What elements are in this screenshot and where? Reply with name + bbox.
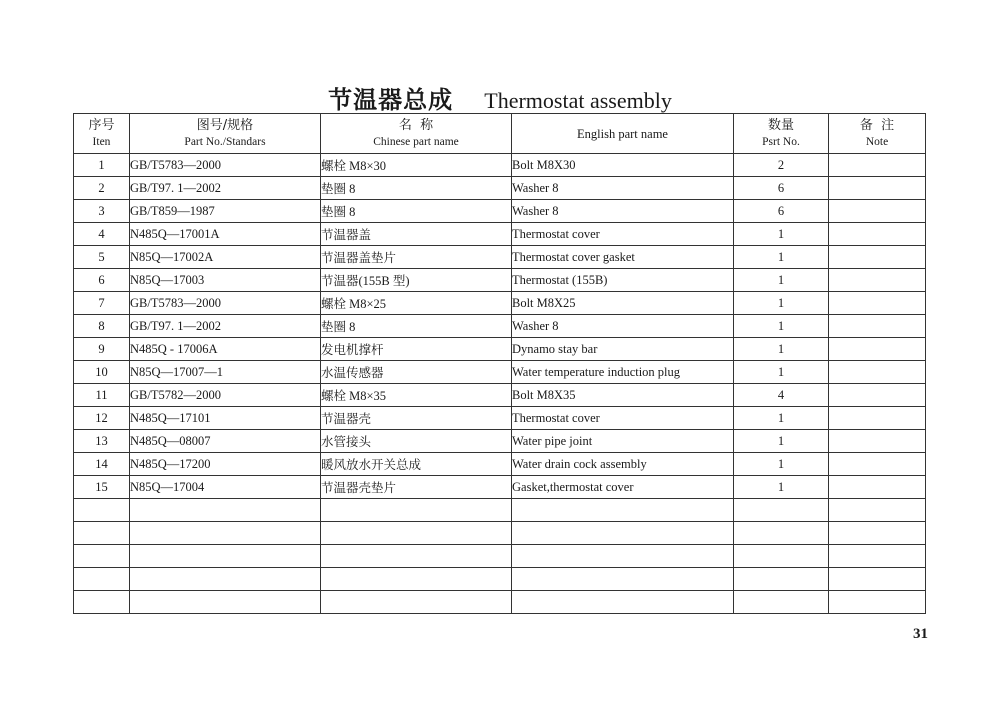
- cell-note: [829, 407, 926, 430]
- cell-note: [829, 338, 926, 361]
- header-quantity-cn: 数量: [767, 117, 794, 133]
- cell-part-no: N485Q—17200: [130, 453, 321, 476]
- cell-quantity: 1: [734, 246, 829, 269]
- cell-english-name: [512, 591, 734, 614]
- cell-part-no: N485Q - 17006A: [130, 338, 321, 361]
- cell-note: [829, 361, 926, 384]
- cell-part-no: GB/T97. 1—2002: [130, 315, 321, 338]
- table-row: [74, 453, 926, 476]
- cell-english-name: Bolt M8X25: [512, 292, 734, 315]
- cell-quantity: 2: [734, 154, 829, 177]
- page-number: 31: [913, 626, 928, 642]
- cell-english-name: Thermostat cover: [512, 407, 734, 430]
- table-row: [74, 476, 926, 499]
- cell-english-name: Water temperature induction plug: [512, 361, 734, 384]
- header-english-name-en: English part name: [577, 126, 668, 141]
- cell-chinese-name: 水温传感器: [321, 361, 512, 384]
- header-part-no-cn: 图号/规格: [196, 117, 254, 133]
- cell-item: 15: [74, 476, 130, 499]
- cell-note: [829, 200, 926, 223]
- cell-item: 7: [74, 292, 130, 315]
- cell-quantity: 1: [734, 269, 829, 292]
- cell-note: [829, 430, 926, 453]
- cell-english-name: [512, 499, 734, 522]
- cell-chinese-name: [321, 591, 512, 614]
- cell-chinese-name: 螺栓 M8×30: [321, 154, 512, 177]
- cell-quantity: 1: [734, 315, 829, 338]
- cell-english-name: Thermostat cover: [512, 223, 734, 246]
- cell-quantity: [734, 522, 829, 545]
- header-english-name: [512, 114, 734, 154]
- table-row: [74, 200, 926, 223]
- cell-part-no: GB/T5783—2000: [130, 292, 321, 315]
- cell-chinese-name: 节温器盖垫片: [321, 246, 512, 269]
- cell-quantity: 1: [734, 407, 829, 430]
- table-row: [74, 223, 926, 246]
- cell-note: [829, 545, 926, 568]
- cell-part-no: [130, 545, 321, 568]
- cell-quantity: [734, 591, 829, 614]
- cell-item: 4: [74, 223, 130, 246]
- table-row: [74, 338, 926, 361]
- cell-chinese-name: 垫圈 8: [321, 177, 512, 200]
- cell-item: [74, 545, 130, 568]
- cell-quantity: 6: [734, 200, 829, 223]
- cell-item: 9: [74, 338, 130, 361]
- cell-part-no: [130, 522, 321, 545]
- cell-part-no: [130, 499, 321, 522]
- header-item: [74, 114, 130, 154]
- header-chinese-name: [321, 114, 512, 154]
- header-item-cn: 序号: [88, 117, 115, 133]
- table-row: [74, 361, 926, 384]
- cell-english-name: Water pipe joint: [512, 430, 734, 453]
- cell-quantity: 1: [734, 292, 829, 315]
- cell-english-name: Washer 8: [512, 315, 734, 338]
- cell-chinese-name: 螺栓 M8×25: [321, 292, 512, 315]
- title-chinese: 节温器总成: [328, 86, 454, 114]
- cell-english-name: Washer 8: [512, 200, 734, 223]
- cell-chinese-name: [321, 568, 512, 591]
- cell-english-name: Dynamo stay bar: [512, 338, 734, 361]
- cell-part-no: N485Q—17101: [130, 407, 321, 430]
- table-row: [74, 154, 926, 177]
- cell-item: [74, 568, 130, 591]
- header-note: [829, 114, 926, 154]
- cell-part-no: [130, 568, 321, 591]
- cell-chinese-name: [321, 545, 512, 568]
- cell-part-no: GB/T859—1987: [130, 200, 321, 223]
- header-part-no-en: Part No./Standars: [184, 135, 266, 148]
- cell-part-no: N85Q—17007—1: [130, 361, 321, 384]
- cell-part-no: N485Q—17001A: [130, 223, 321, 246]
- header-note-en: Note: [865, 135, 889, 148]
- cell-english-name: [512, 522, 734, 545]
- cell-english-name: [512, 545, 734, 568]
- cell-part-no: N85Q—17004: [130, 476, 321, 499]
- header-part-no: [130, 114, 321, 154]
- cell-part-no: N85Q—17002A: [130, 246, 321, 269]
- header-quantity: [734, 114, 829, 154]
- cell-item: [74, 522, 130, 545]
- table-row: [74, 246, 926, 269]
- cell-note: [829, 476, 926, 499]
- cell-item: 13: [74, 430, 130, 453]
- header-item-en: Iten: [92, 135, 111, 148]
- cell-note: [829, 591, 926, 614]
- header-chinese-name-cn: 名 称: [398, 117, 434, 133]
- cell-quantity: 1: [734, 361, 829, 384]
- cell-item: 12: [74, 407, 130, 430]
- cell-quantity: 1: [734, 430, 829, 453]
- cell-english-name: Washer 8: [512, 177, 734, 200]
- cell-quantity: [734, 545, 829, 568]
- cell-chinese-name: 垫圈 8: [321, 315, 512, 338]
- header-chinese-name-en: Chinese part name: [373, 135, 459, 148]
- cell-chinese-name: 暖风放水开关总成: [321, 453, 512, 476]
- cell-item: 3: [74, 200, 130, 223]
- cell-chinese-name: 螺栓 M8×35: [321, 384, 512, 407]
- cell-note: [829, 522, 926, 545]
- cell-chinese-name: [321, 522, 512, 545]
- cell-item: 11: [74, 384, 130, 407]
- cell-note: [829, 384, 926, 407]
- cell-note: [829, 453, 926, 476]
- cell-note: [829, 568, 926, 591]
- cell-chinese-name: 垫圈 8: [321, 200, 512, 223]
- cell-item: 2: [74, 177, 130, 200]
- cell-note: [829, 246, 926, 269]
- title-english: Thermostat assembly: [484, 88, 672, 113]
- cell-item: [74, 591, 130, 614]
- cell-chinese-name: 发电机撑杆: [321, 338, 512, 361]
- table-header: [74, 114, 926, 154]
- cell-item: 8: [74, 315, 130, 338]
- cell-english-name: Bolt M8X30: [512, 154, 734, 177]
- cell-item: [74, 499, 130, 522]
- table-row: [74, 407, 926, 430]
- cell-item: 10: [74, 361, 130, 384]
- cell-part-no: N485Q—08007: [130, 430, 321, 453]
- table-body: [74, 154, 926, 614]
- table-row: [74, 177, 926, 200]
- cell-note: [829, 223, 926, 246]
- cell-quantity: [734, 499, 829, 522]
- cell-quantity: 4: [734, 384, 829, 407]
- cell-english-name: Thermostat (155B): [512, 269, 734, 292]
- cell-note: [829, 499, 926, 522]
- parts-table: [73, 113, 926, 614]
- cell-quantity: 1: [734, 338, 829, 361]
- cell-english-name: Water drain cock assembly: [512, 453, 734, 476]
- cell-chinese-name: 水管接头: [321, 430, 512, 453]
- table-row: [74, 384, 926, 407]
- table-row: [74, 292, 926, 315]
- cell-part-no: GB/T97. 1—2002: [130, 177, 321, 200]
- cell-item: 14: [74, 453, 130, 476]
- cell-quantity: 1: [734, 453, 829, 476]
- table-row: [74, 568, 926, 591]
- cell-quantity: 1: [734, 223, 829, 246]
- cell-english-name: [512, 568, 734, 591]
- table-row: [74, 315, 926, 338]
- cell-chinese-name: [321, 499, 512, 522]
- cell-english-name: Thermostat cover gasket: [512, 246, 734, 269]
- table-row: [74, 430, 926, 453]
- cell-note: [829, 292, 926, 315]
- cell-part-no: N85Q—17003: [130, 269, 321, 292]
- cell-note: [829, 154, 926, 177]
- cell-english-name: Gasket,thermostat cover: [512, 476, 734, 499]
- cell-part-no: [130, 591, 321, 614]
- cell-item: 5: [74, 246, 130, 269]
- page-title: [0, 80, 1000, 115]
- cell-english-name: Bolt M8X35: [512, 384, 734, 407]
- cell-note: [829, 315, 926, 338]
- cell-quantity: [734, 568, 829, 591]
- cell-chinese-name: 节温器壳垫片: [321, 476, 512, 499]
- header-row: [74, 114, 926, 154]
- cell-chinese-name: 节温器(155B 型): [321, 269, 512, 292]
- cell-part-no: GB/T5782—2000: [130, 384, 321, 407]
- cell-note: [829, 269, 926, 292]
- cell-part-no: GB/T5783—2000: [130, 154, 321, 177]
- header-quantity-en: Psrt No.: [762, 135, 800, 148]
- table-row: [74, 269, 926, 292]
- table-row: [74, 591, 926, 614]
- table-row: [74, 522, 926, 545]
- table-row: [74, 499, 926, 522]
- cell-quantity: 1: [734, 476, 829, 499]
- cell-item: 1: [74, 154, 130, 177]
- table-row: [74, 545, 926, 568]
- header-note-cn: 备 注: [859, 117, 895, 133]
- cell-item: 6: [74, 269, 130, 292]
- cell-chinese-name: 节温器盖: [321, 223, 512, 246]
- cell-chinese-name: 节温器壳: [321, 407, 512, 430]
- cell-note: [829, 177, 926, 200]
- cell-quantity: 6: [734, 177, 829, 200]
